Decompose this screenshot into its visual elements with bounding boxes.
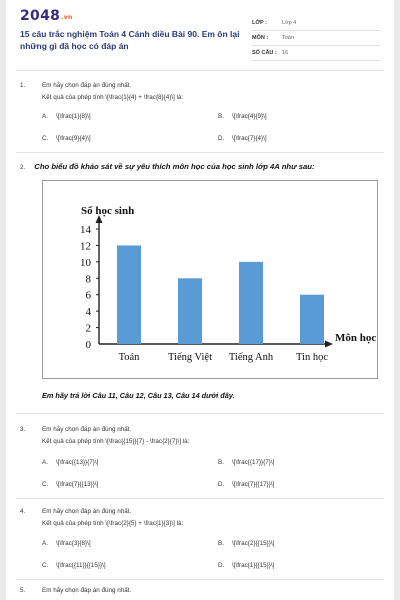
bar: [239, 262, 263, 344]
option-d[interactable]: [218, 481, 274, 488]
option-c[interactable]: [42, 562, 106, 569]
x-tick-label: Tiếng Việt: [167, 352, 213, 363]
meta-key: SỐ CÂU :: [252, 50, 277, 56]
quiz-meta: [252, 16, 380, 61]
question-prompt: Em hãy chọn đáp án đúng nhất.: [42, 508, 132, 515]
option-label: C.: [42, 135, 49, 142]
chart-frame: [42, 180, 378, 379]
meta-count-row: [252, 46, 380, 61]
page-header: [6, 0, 394, 62]
question-number: 1.: [20, 82, 26, 89]
logo-suffix: .vn: [61, 14, 73, 21]
option-c[interactable]: [42, 135, 91, 142]
option-value: \[\frac{1}{8}\]: [56, 113, 91, 120]
divider: [16, 70, 384, 71]
meta-value: Toán: [282, 35, 294, 41]
x-tick-label: Tiếng Anh: [228, 352, 274, 363]
document-page: [6, 0, 394, 600]
y-tick-label: 0: [85, 339, 91, 351]
option-label: C.: [42, 481, 49, 488]
question-number: 3.: [20, 426, 26, 433]
option-label: D.: [218, 562, 225, 569]
divider: [16, 498, 384, 499]
option-value: \[\frac{3}{8}\]: [56, 540, 91, 547]
question-text: Kết quả của phép tính \[\frac{1}{4} + \frac{8}{4}\] là:: [42, 94, 184, 101]
option-value: \[\frac{7}{{13}}\]: [56, 481, 99, 488]
option-b[interactable]: [218, 540, 274, 547]
logo-text: 2048: [20, 8, 61, 24]
question-prompt: Em hãy chọn đáp án đúng nhất.: [42, 82, 132, 89]
quiz-title: 15 câu trắc nghiệm Toán 4 Cánh diều Bài 90. Em ôn lại những gì đã học có đáp án: [20, 29, 240, 51]
y-tick-label: 12: [80, 240, 91, 253]
meta-key: LỚP :: [252, 20, 267, 26]
option-value: \[\frac{1}{{15}}\]: [232, 562, 275, 569]
divider: [16, 579, 384, 580]
meta-subject-row: [252, 31, 380, 46]
option-a[interactable]: [42, 459, 98, 466]
option-b[interactable]: [218, 459, 274, 466]
y-tick-label: 14: [80, 224, 91, 236]
option-label: B.: [218, 540, 224, 547]
option-label: D.: [218, 481, 225, 488]
question-number: 4.: [20, 508, 26, 515]
question-number: 5.: [20, 587, 26, 594]
x-axis-title: Môn học: [335, 332, 377, 344]
x-tick-label: Toán: [118, 352, 140, 363]
option-value: \[\frac{7}{{17}}\]: [232, 481, 275, 488]
question-number: 2.: [20, 164, 26, 171]
meta-value: 16: [282, 50, 289, 56]
option-value: \[\frac{2}{{15}}\]: [232, 540, 275, 547]
option-b[interactable]: [218, 113, 267, 120]
option-label: B.: [218, 459, 224, 466]
question-prompt: Em hãy chọn đáp án đúng nhất.: [42, 587, 132, 594]
question-2-title: [20, 162, 315, 171]
option-value: \[\frac{{11}}{{15}}\]: [56, 562, 106, 569]
divider: [16, 152, 384, 153]
option-a[interactable]: [42, 113, 91, 120]
y-tick-label: 2: [85, 322, 91, 335]
question-text: Kết quả của phép tính \[\frac{2}{5} + \frac{1}{3}\] là:: [42, 520, 184, 527]
meta-class-row: [252, 16, 380, 31]
y-tick-label: 8: [85, 273, 91, 286]
option-a[interactable]: [42, 540, 91, 547]
bar: [178, 278, 202, 344]
bar-chart: [43, 181, 377, 378]
option-label: D.: [218, 135, 225, 142]
x-axis-arrow: [325, 341, 333, 348]
option-value: \[\frac{7}{4}\]: [232, 135, 267, 142]
option-value: \[\frac{{17}}{7}\]: [232, 459, 275, 466]
y-tick-label: 4: [85, 306, 91, 319]
question-text: Kết quả của phép tính \[\frac{{15}}{7} - \frac{2}{7}\] là:: [42, 438, 190, 445]
option-d[interactable]: [218, 135, 267, 142]
option-label: C.: [42, 562, 49, 569]
y-tick-label: 6: [85, 289, 91, 302]
divider: [16, 413, 384, 414]
option-label: B.: [218, 113, 224, 120]
question-text: Cho biểu đồ khảo sát về sự yêu thích môn học của học sinh lớp 4A như sau:: [34, 162, 315, 171]
y-tick-label: 10: [80, 256, 91, 269]
option-value: \[\frac{9}{4}\]: [56, 135, 91, 142]
option-value: \[\frac{4}{9}\]: [232, 113, 267, 120]
meta-key: MÔN :: [252, 35, 269, 41]
question-2-note: Em hãy trả lời Câu 11, Câu 12, Câu 13, Câu 14 dưới đây.: [42, 391, 235, 400]
y-axis-title: Số học sinh: [81, 205, 135, 217]
x-tick-label: Tin học: [296, 352, 328, 363]
option-value: \[\frac{{13}}{7}\]: [56, 459, 99, 466]
option-label: A.: [42, 540, 48, 547]
site-logo[interactable]: [20, 8, 73, 24]
option-d[interactable]: [218, 562, 274, 569]
bar: [117, 245, 141, 344]
option-label: A.: [42, 459, 48, 466]
question-prompt: Em hãy chọn đáp án đúng nhất.: [42, 426, 132, 433]
meta-value: Lớp 4: [282, 20, 297, 26]
option-c[interactable]: [42, 481, 98, 488]
bar: [300, 295, 324, 344]
option-label: A.: [42, 113, 48, 120]
